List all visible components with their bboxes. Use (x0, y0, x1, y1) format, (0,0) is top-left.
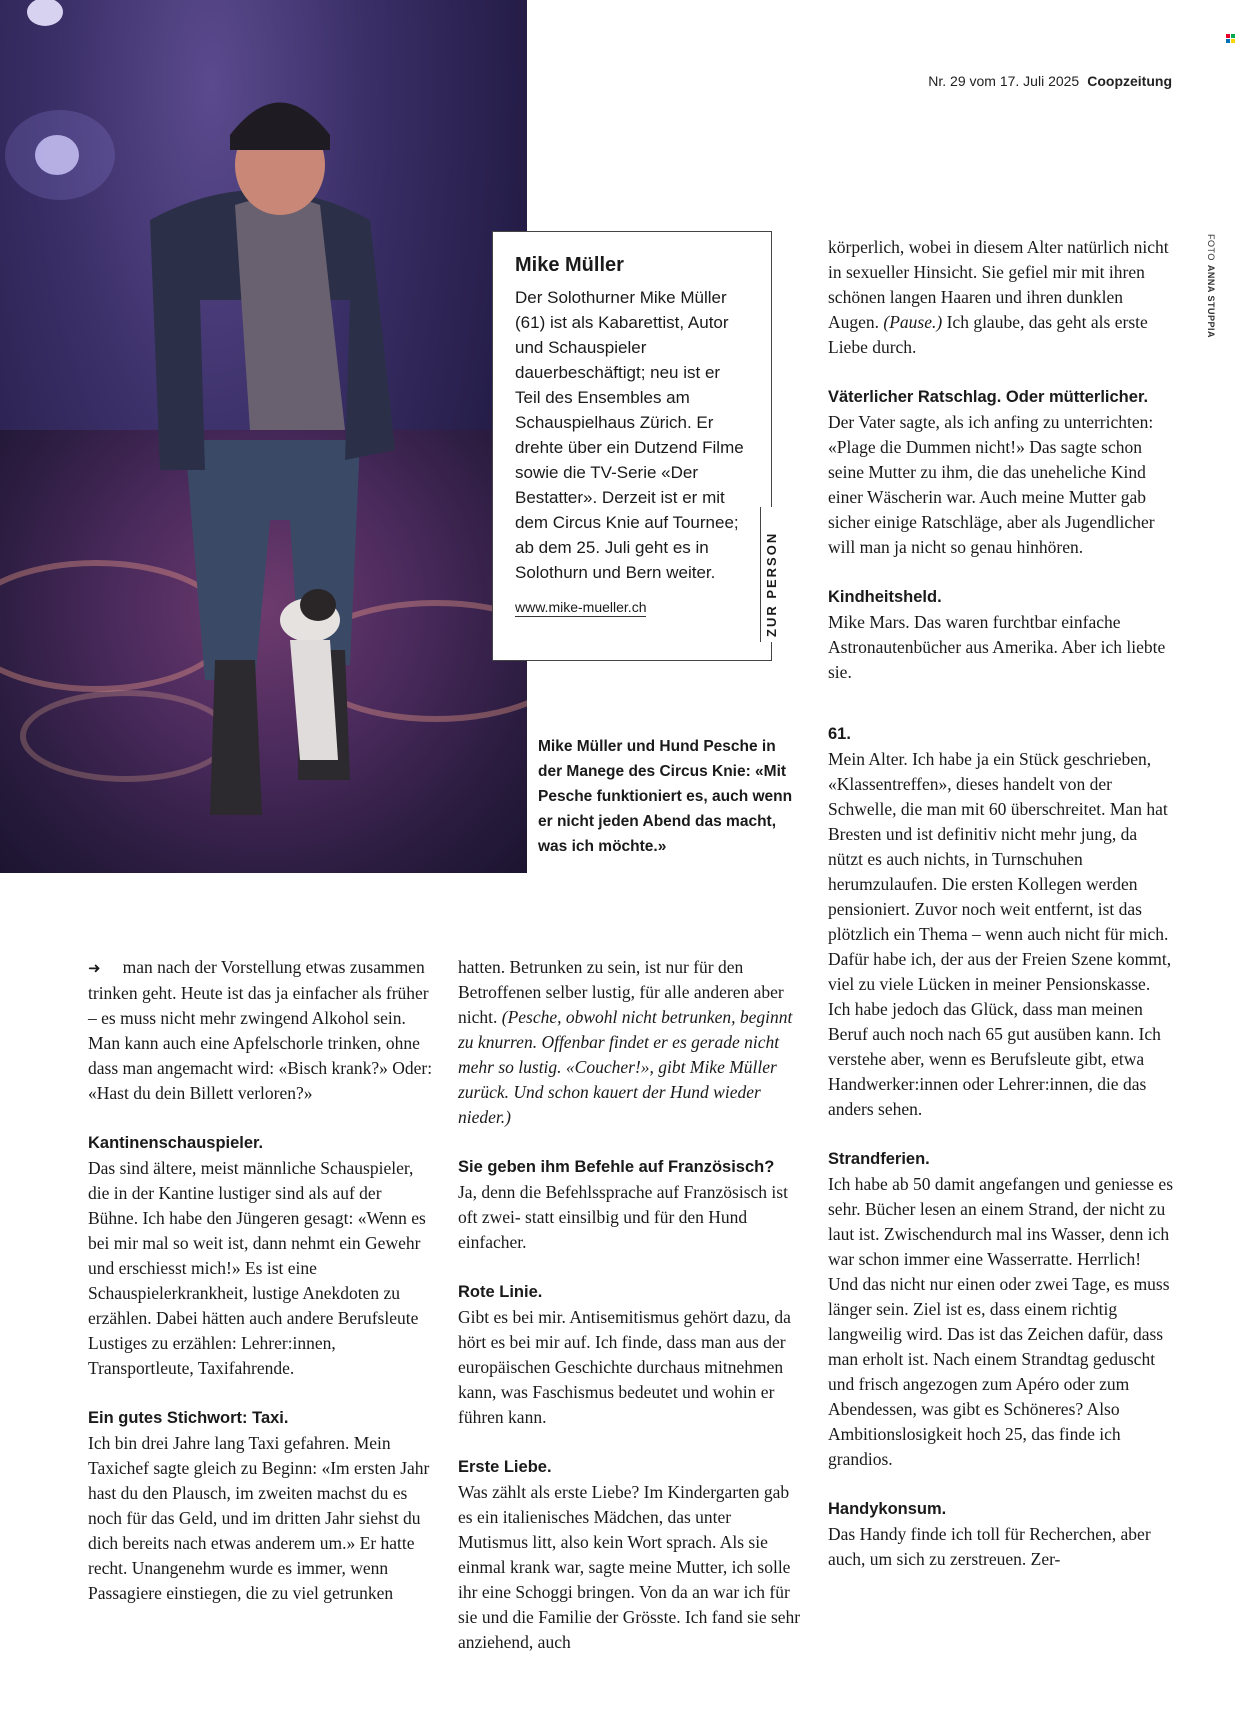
person-illustration (0, 0, 527, 873)
photo-credit-label: FOTO (1206, 234, 1216, 261)
paragraph: Das sind ältere, meist männliche Schauspieler, die in der Kantine lustiger sind als auf der Bühne. Ich habe den Jüngeren gesagt: «Wenn es bei mir mal so weit ist, dann nehmt ein Gewehr und erschiesst mich!» Es ist eine Schauspielerkrankheit, lustige Anekdoten zu erzählen. Dabei hätten auch andere Berufsleute Lustiges zu erzählen: Lehrer:innen, Transportleute, Taxifahrende. (88, 1158, 426, 1378)
subheading: Strandferien. (828, 1150, 930, 1168)
paragraph: Der Vater sagte, als ich anfing zu unterrichten: «Plage die Dummen nicht!» Das sagte schon seine Mutter zu ihm, die das uneheliche Kind einer Wäscherin war. Auch meine Mutter gab sicher einige Ratschläge, aber als Jugendlicher will man ja nicht so genau hinhören. (828, 412, 1155, 557)
paragraph: Das Handy finde ich toll für Recherchen, aber auch, um sich zu zerstreuen. Zer- (828, 1524, 1151, 1569)
profile-body: Der Solothurner Mike Müller (61) ist als Kabarettist, Autor und Schauspieler dauerbeschäftigt; neu ist er Teil des Ensembles am Schauspielhaus Zürich. Er drehte über ein Dutzend Filme sowie die TV-Serie «Der Bestatter». Derzeit ist er mit dem Circus Knie auf Tournee; ab dem 25. Juli geht es in Solothurn und Bern weiter. (515, 288, 744, 582)
paragraph-text: körperlich, wobei in diesem Alter natürlich nicht in sexueller Hinsicht. Sie gefiel mir mit ihren schönen langen Haaren und ihren dunklen Augen. (828, 237, 1169, 332)
paragraph-text: hatten. Betrunken zu sein, ist nur für den Betroffenen selber lustig, für alle anderen aber nicht. (458, 957, 784, 1027)
page-header (920, 73, 1172, 89)
arrow-right-icon: ➜ (88, 960, 101, 977)
photo-caption: Mike Müller und Hund Pesche in der Manege des Circus Knie: «Mit Pesche funktioniert es, auch wenn er nicht jeden Abend das macht, was ich möchte.» (538, 738, 793, 855)
paragraph: Gibt es bei mir. Antisemitismus gehört dazu, da hört es bei mir auf. Ich finde, dass man aus der europäischen Geschichte durchaus mitnehmen kann, was Faschismus bedeutet und wohin er führen kann. (458, 1307, 791, 1427)
stage-direction: (Pause.) (883, 312, 943, 332)
paragraph (88, 955, 435, 1106)
paragraph: Mike Mars. Das waren furchtbar einfache Astronautenbücher aus Amerika. Aber ich liebte sie. (828, 612, 1166, 682)
issue-date: Nr. 29 vom 17. Juli 2025 (928, 73, 1080, 89)
profile-website-link[interactable]: www.mike-mueller.ch (515, 599, 647, 615)
profile-tab-label: ZUR PERSON (764, 531, 779, 637)
profile-box (492, 231, 772, 661)
article-column-2 (458, 955, 805, 1655)
publication-name: Coopzeitung (1087, 73, 1172, 89)
subheading: Ein gutes Stichwort: Taxi. (88, 1409, 289, 1427)
paragraph: Ja, denn die Befehlssprache auf Französisch ist oft zwei- statt einsilbig und für den Hund einfacher. (458, 1182, 788, 1252)
subheading: Kindheitsheld. (828, 588, 942, 606)
paragraph-text: man nach der Vorstellung etwas zusammen trinken geht. Heute ist das ja einfacher als früher – es muss nicht mehr zwingend Alkohol sein. Man kann auch eine Apfelschorle trinken, ohne dass man angemacht wird: «Bisch krank?» Oder: «Hast du dein Billett verloren?» (88, 957, 433, 1103)
subheading: Handykonsum. (828, 1500, 947, 1518)
photo-credit-name: ANNA STUPPIA (1206, 264, 1216, 339)
profile-title: Mike Müller (515, 254, 624, 276)
paragraph (828, 235, 1175, 360)
subheading: 61. (828, 725, 851, 743)
photo-credit (1206, 234, 1216, 338)
paragraph-text: Ich glaube, das geht als erste Liebe durch. (828, 312, 1148, 357)
article-column-1 (88, 955, 435, 1606)
stage-direction: (Pesche, obwohl nicht betrunken, beginnt zu knurren. Offenbar findet er es gerade nicht mehr so lustig. «Coucher!», gibt Mike Müller zurück. Und schon kauert der Hund wieder nieder.) (458, 1007, 793, 1127)
hero-photo (0, 0, 527, 873)
subheading: Kantinenschauspieler. (88, 1134, 264, 1152)
paragraph: Ich bin drei Jahre lang Taxi gefahren. Mein Taxichef sagte gleich zu Beginn: «Im ersten Jahr hast du den Plausch, im zweiten machst du es noch für das Geld, und im dritten Jahr siehst du dich bereits nach etwas anderem um.» Er hatte recht. Unangenehm wurde es immer, wenn Passagiere einstiegen, die zu viel getrunken (88, 1433, 430, 1603)
subheading: Erste Liebe. (458, 1458, 552, 1476)
paragraph (458, 955, 805, 1130)
subheading: Rote Linie. (458, 1283, 543, 1301)
coop-logo-icon (1226, 34, 1235, 43)
subheading: Sie geben ihm Befehle auf Französisch? (458, 1158, 775, 1176)
paragraph: Ich habe ab 50 damit angefangen und geniesse es sehr. Bücher lesen an einem Strand, der nicht zu laut ist. Zwischendurch mal ins Wasser, denn ich war schon immer eine Wasserratte. Herrlich! Und das nicht nur einen oder zwei Tage, es muss länger sein. Ziel ist es, dass einem richtig langweilig wird. Das ist das Zeichen dafür, dass man erholt ist. Nach einem Strandtag geduscht und frisch angezogen zum Apéro oder zum Abendessen, was gibt es Schöneres? Also Ambitionslosigkeit hoch 25, das finde ich grandios. (828, 1174, 1174, 1469)
profile-tab (760, 507, 783, 642)
subheading: Väterlicher Ratschlag. Oder mütterlicher. (828, 388, 1149, 406)
article-column-3 (828, 235, 1175, 1572)
paragraph: Was zählt als erste Liebe? Im Kindergarten gab es ein italienisches Mädchen, das unter Mutismus litt, also kein Wort sprach. Als sie einmal krank war, sagte meine Mutter, ich solle ihr eine Schoggi bringen. Von da an war ich für sie und die Familie der Grösste. Ich fand sie sehr anziehend, auch (458, 1482, 801, 1652)
paragraph: Mein Alter. Ich habe ja ein Stück geschrieben, «Klassentreffen», dieses handelt von der Schwelle, die man mit 60 überschreitet. Man hat Bresten und ist definitiv nicht mehr jung, da nützt es auch nichts, in Turnschuhen herumzulaufen. Die ersten Kollegen werden pensioniert. Zuvor noch weit entfernt, ist das plötzlich ein Thema – wenn auch nicht für mich. Dafür habe ich, der aus der Freien Szene kommt, viel zu viele Lücken in meiner Pensionskasse. Ich habe jedoch das Glück, dass man meinen Beruf auch noch nach 65 gut ausüben kann. Ich verstehe aber, wenn es Berufsleute gibt, etwa Handwerker:innen oder Lehrer:innen, die das anders sehen. (828, 749, 1172, 1119)
